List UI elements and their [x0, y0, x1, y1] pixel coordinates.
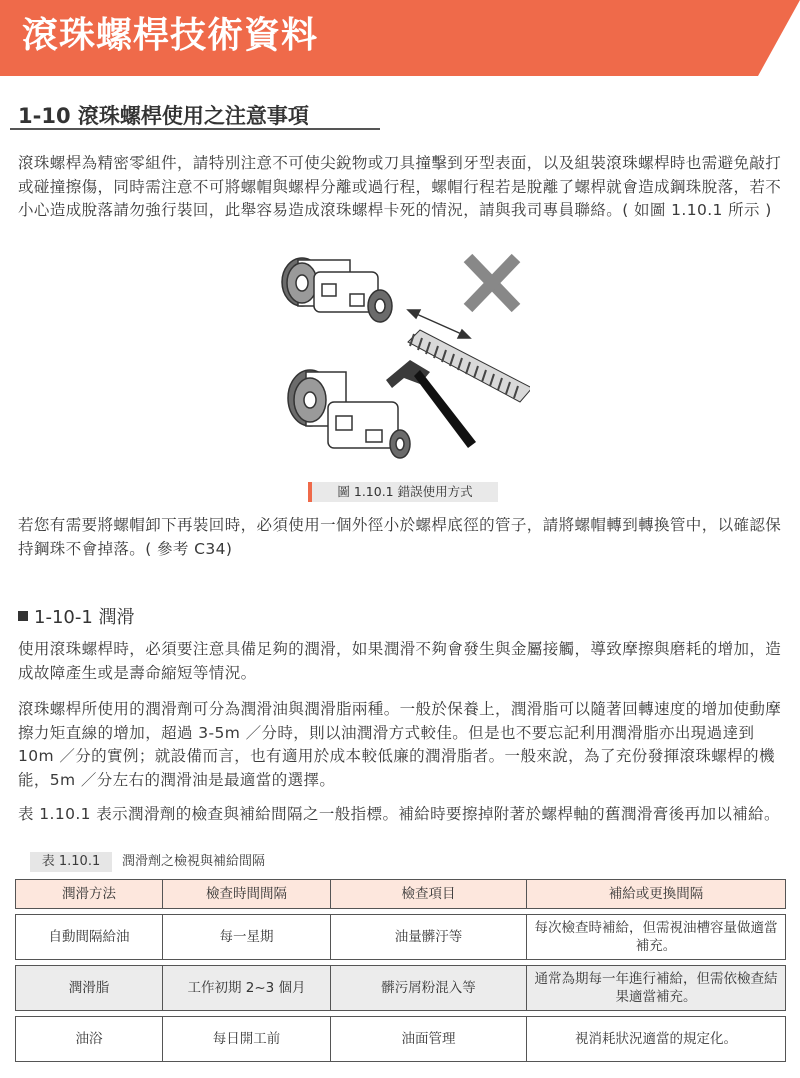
section-title: 1-10 滾珠螺桿使用之注意事項	[18, 104, 309, 128]
paragraph-lubrication-intro: 使用滾珠螺桿時，必須要注意具備足夠的潤滑，如果潤滑不夠會發生與金屬接觸，導致摩擦與磨耗的增加，造成故障產生或是壽命縮短等情況。	[18, 640, 782, 682]
table-cell: 油面管理	[331, 1017, 527, 1062]
table-cell: 工作初期 2~3 個月	[163, 966, 331, 1011]
paragraph-caution: 滾珠螺桿為精密零組件，請特別注意不可使尖銳物或刀具撞擊到牙型表面，以及組裝滾珠螺桿時也需避免敲打或碰撞擦傷，同時需注意不可將螺帽與螺桿分離或過行程，螺帽行程若是脫離了螺桿就會造成鋼珠脫落，若不小心造成脫落請勿強行裝回，此舉容易造成滾珠螺桿卡死的情況，請與我司專員聯絡。( 如圖 1.10.1 所示 )	[18, 154, 782, 219]
figure-illustration	[270, 250, 530, 480]
table-row	[16, 1017, 786, 1062]
table-cell: 油浴	[16, 1017, 163, 1062]
header-corner-cut	[758, 0, 800, 76]
subsection-title-text: 1-10-1 潤滑	[34, 607, 135, 628]
table-cell: 油量髒汙等	[331, 915, 527, 960]
figure-incorrect-usage	[270, 250, 530, 480]
paragraph-reassembly: 若您有需要將螺帽卸下再裝回時，必須使用一個外徑小於螺桿底徑的管子，請將螺帽轉到轉換管中，以確認保持鋼珠不會掉落。( 參考 C34)	[18, 516, 782, 558]
table-label: 表 1.10.1	[30, 852, 112, 872]
table-header-cell: 檢查項目	[331, 880, 527, 909]
bullet-square-icon	[18, 611, 28, 621]
table-cell: 髒污屑粉混入等	[331, 966, 527, 1011]
subsection-title	[18, 603, 135, 629]
paragraph-table-intro: 表 1.10.1 表示潤滑劑的檢查與補給間隔之一般指標。補給時要擦掉附著於螺桿軸的舊潤滑膏後再加以補給。	[18, 805, 780, 823]
table-header-cell: 檢查時間間隔	[163, 880, 331, 909]
table-cell: 每次檢查時補給，但需視油槽容量做適當補充。	[527, 915, 786, 960]
page-header-title: 滾珠螺桿技術資料	[22, 15, 319, 56]
figure-caption: 圖 1.10.1 錯誤使用方式	[308, 482, 498, 502]
table-header-cell: 潤滑方法	[16, 880, 163, 909]
wrong-x-icon	[468, 258, 516, 308]
table-row	[16, 966, 786, 1011]
ball-nut-upper-icon	[282, 258, 392, 322]
table-cell: 視消耗狀況適當的規定化。	[527, 1017, 786, 1062]
lubrication-table	[15, 879, 786, 1062]
table-cell: 自動間隔給油	[16, 915, 163, 960]
table-cell: 通常為期每一年進行補給，但需依檢查結果適當補充。	[527, 966, 786, 1011]
table-cell: 每一星期	[163, 915, 331, 960]
table-header-cell: 補給或更換間隔	[527, 880, 786, 909]
table-cell: 潤滑脂	[16, 966, 163, 1011]
table-title: 潤滑劑之檢視與補給間隔	[122, 854, 266, 869]
table-header-row	[16, 880, 786, 909]
section-underline	[10, 128, 380, 130]
paragraph-lubricant-types: 滾珠螺桿所使用的潤滑劑可分為潤滑油與潤滑脂兩種。一般於保養上，潤滑脂可以隨著回轉速度的增加使動摩擦力矩直線的增加，超過 3-5m ／分時，則以油潤滑方式較佳。但是也不要忘記利用潤滑脂亦出現過達到 10m ／分的實例；就設備而言，也有適用於成本較低廉的潤滑脂者。一般來說，為了充份發揮滾珠螺桿的機能，5m ／分左右的潤滑油是最適當的選擇。	[18, 700, 782, 789]
table-row	[16, 915, 786, 960]
table-cell: 每日開工前	[163, 1017, 331, 1062]
